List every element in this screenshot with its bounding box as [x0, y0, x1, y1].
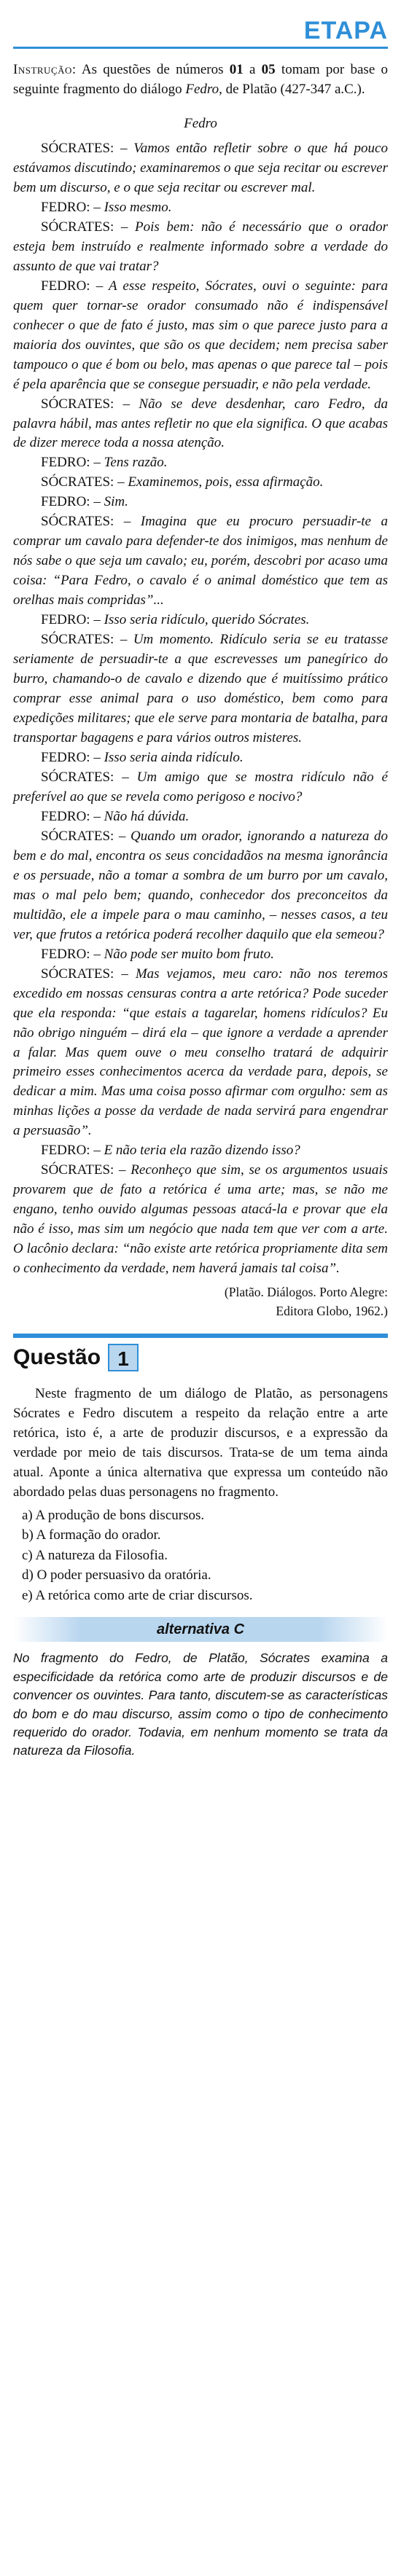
speaker-name: FEDRO:	[41, 749, 90, 765]
answer-label: alternativa C	[13, 1617, 388, 1642]
answer-option: a) A produção de bons discursos.	[22, 1507, 205, 1523]
speaker-name: FEDRO:	[41, 1143, 90, 1159]
dialogue-line	[13, 965, 388, 1142]
dialogue-line	[13, 198, 388, 218]
instructions-work: Fedro	[185, 81, 219, 97]
answer-explanation: No fragmento do Fedro, de Platão, Sócrates examina a especificidade da retórica como arte de produzir discursos e de convencer os ouvintes. Para tanto, discutem-se as características do bom e do mau discurso, assim como o tipo de conhecimento requerido do orador. Todavia, em nenhum momento se trata da natureza da Filosofia.	[13, 1651, 388, 1758]
speaker-name: SÓCRATES:	[41, 632, 114, 648]
speech-text: – Quando um orador, ignorando a natureza do bem e do mal, encontra os seus concidadãos na mesma ignorância e os persuade, não a tomar a sombra de um burro por um cavalo, mas o mal pelo bem; quando, conhecedor dos preconceitos da multidão, ele a impele para o mau caminho, – nesses casos, a teu ver, que frutos a retórica poderá recolher daquilo que ela semeou?	[13, 828, 388, 942]
speech-text: – Um amigo que se mostra ridículo não é preferível ao que se revela como perigoso e nocivo?	[13, 769, 388, 804]
excerpt-title: Fedro	[184, 115, 217, 131]
speech-text: – Isso mesmo.	[90, 199, 172, 215]
dialogue-line	[13, 473, 388, 493]
citation	[13, 1283, 388, 1320]
dialogue-line	[13, 1161, 388, 1279]
speaker-name: FEDRO:	[41, 455, 90, 471]
dialogue-line	[13, 945, 388, 965]
dialogue	[13, 139, 388, 1279]
speaker-name: FEDRO:	[41, 278, 90, 294]
question-text: Neste fragmento de um diálogo de Platão, as personagens Sócrates e Fedro discutem a respeito da relação entre a arte retórica, isto é, a arte de produzir discursos, e a expressão da verdade por meio de tais discursos. Trata-se de um tema ainda atual. Aponte a única alternativa que expressa um conteúdo não abordado pelas duas personagens no fragmento.	[13, 1385, 388, 1500]
question-label: Questão	[13, 1344, 101, 1369]
citation-line1: (Platão. Diálogos. Porto Alegre:	[224, 1285, 388, 1300]
dialogue-line	[13, 611, 388, 630]
brand-logo: ETAPA	[303, 17, 388, 44]
instructions-num1: 01	[229, 62, 244, 77]
dialogue-line	[13, 139, 388, 198]
speech-text: – Vamos então refletir sobre o que há pouco estávamos discutindo; examinaremos o que seja recitar ou escrever bem um discurso, e o que seja recitar ou escrever mal.	[13, 140, 388, 195]
dialogue-line	[13, 630, 388, 748]
speech-text: – Não pode ser muito bom fruto.	[90, 946, 274, 962]
citation-line2: Editora Globo, 1962.)	[276, 1303, 388, 1318]
instructions-text-after: tomam por base o seguinte fragmento do diálogo	[13, 62, 388, 97]
speech-text: – Reconheço que sim, se os argumentos usuais provarem que de fato a retórica é uma arte; mas, se não me engano, tenho ouvido algumas pessoas atacá-la e provar que ela não é isso, mas sim um negócio que nada tem que ver com a arte. O lacônio declara: “não existe arte retórica propriamente dita sem o conhecimento da verdade, nem haverá jamais tal coisa”.	[13, 1162, 388, 1277]
speech-text: – A esse respeito, Sócrates, ouvi o seguinte: para quem quer tornar-se orador consumado não é indispensável conhecer o que de fato é justo, mas sim o que parece justo para a maioria dos ouvintes, que são os que decidem; nem precisa saber tampouco o que é bom ou belo, mas apenas o que parece tal – pois é pela aparência que se consegue persuadir, e não pela verdade.	[13, 278, 388, 392]
dialogue-line	[13, 493, 388, 512]
dialogue-line	[13, 748, 388, 768]
speaker-name: FEDRO:	[41, 808, 90, 824]
header-rule	[13, 47, 388, 49]
dialogue-line	[13, 395, 388, 454]
speaker-name: FEDRO:	[41, 199, 90, 215]
speech-text: – E não teria ela razão dizendo isso?	[90, 1143, 300, 1159]
dialogue-line	[13, 218, 388, 277]
answer-option: e) A retórica como arte de criar discursos.	[22, 1587, 253, 1603]
dialogue-line	[13, 807, 388, 827]
speaker-name: FEDRO:	[41, 494, 90, 510]
instructions-label: Instrução:	[13, 62, 77, 77]
answer-option: b) A formação do orador.	[22, 1527, 161, 1543]
speaker-name: SÓCRATES:	[41, 514, 114, 530]
speaker-name: SÓCRATES:	[41, 474, 114, 490]
speaker-name: FEDRO:	[41, 612, 90, 628]
speech-text: – Isso seria ainda ridículo.	[90, 749, 244, 765]
dialogue-line	[13, 277, 388, 395]
dialogue-line	[13, 512, 388, 611]
speech-text: – Tens razão.	[90, 455, 168, 471]
speech-text: – Mas vejamos, meu caro: não nos teremos excedido em nossas censuras contra a arte retórica? Pode suceder que ela responda: “que estais a tagarelar, homens ridículos? Eu não obrigo ninguém – dirá ela – que ignore a verdade a aprender a falar. Mas quem ouve o meu conselho tratará de adquirir primeiro esses conhecimentos acerca da verdade para, depois, se dedicar a mim. Mas uma coisa posso afirmar com orgulho: sem as minhas lições a posse da verdade de nada servirá para engendrar a persuasão”.	[13, 966, 388, 1139]
instructions-num2: 05	[261, 62, 276, 77]
speaker-name: SÓCRATES:	[41, 219, 114, 235]
speech-text: – Pois bem: não é necessário que o orador esteja bem instruído e realmente informado sobre a verdade do assunto de que vai tratar?	[13, 219, 388, 274]
instructions-text-before: As questões de números	[76, 62, 230, 77]
question-number: 1	[108, 1344, 139, 1371]
instructions-text-end: , de Platão (427-347 a.C.).	[219, 81, 365, 97]
speech-text: – Sim.	[90, 494, 128, 510]
answer-option: d) O poder persuasivo da oratória.	[22, 1567, 211, 1583]
speech-text: – Um momento. Ridículo seria se eu tratasse seriamente de persuadir-te a que escrevesses um panegírico do burro, chamando-o de cavalo e dizendo que é muitíssimo prático comprar esse animal para o uso doméstico, bem como para expedições militares; que ele serve para montaria de batalha, para transportar bagagens e para vários outros misteres.	[13, 632, 388, 745]
speaker-name: SÓCRATES:	[41, 140, 114, 156]
speaker-name: FEDRO:	[41, 946, 90, 962]
dialogue-line	[13, 453, 388, 473]
speech-text: – Não se deve desdenhar, caro Fedro, da palavra hábil, mas antes refletir no que ela significa. O que acabas de dizer merece toda a nossa atenção.	[13, 396, 388, 451]
speech-text: – Não há dúvida.	[90, 808, 190, 824]
dialogue-line	[13, 768, 388, 807]
instructions-text-mid: a	[243, 62, 262, 77]
answer-option: c) A natureza da Filosofia.	[22, 1547, 168, 1563]
speaker-name: SÓCRATES:	[41, 966, 114, 982]
speech-text: – Examinemos, pois, essa afirmação.	[114, 474, 324, 490]
dialogue-line	[13, 827, 388, 945]
question-header	[13, 1334, 388, 1371]
answer-options	[13, 1506, 388, 1606]
speaker-name: SÓCRATES:	[41, 769, 114, 785]
dialogue-line	[13, 1141, 388, 1161]
speaker-name: SÓCRATES:	[41, 1162, 114, 1178]
instructions	[13, 60, 388, 100]
speaker-name: SÓCRATES:	[41, 396, 114, 412]
speaker-name: SÓCRATES:	[41, 828, 114, 844]
speech-text: – Imagina que eu procuro persuadir-te a comprar um cavalo para defender-te dos inimigos, mas nenhum de nós sabe o que seja um cavalo; eu, porém, descobri por acaso uma coisa: “Para Fedro, o cavalo é o animal doméstico que tem as orelhas mais compridas”...	[13, 514, 388, 608]
speech-text: – Isso seria ridículo, querido Sócrates.	[90, 612, 310, 628]
